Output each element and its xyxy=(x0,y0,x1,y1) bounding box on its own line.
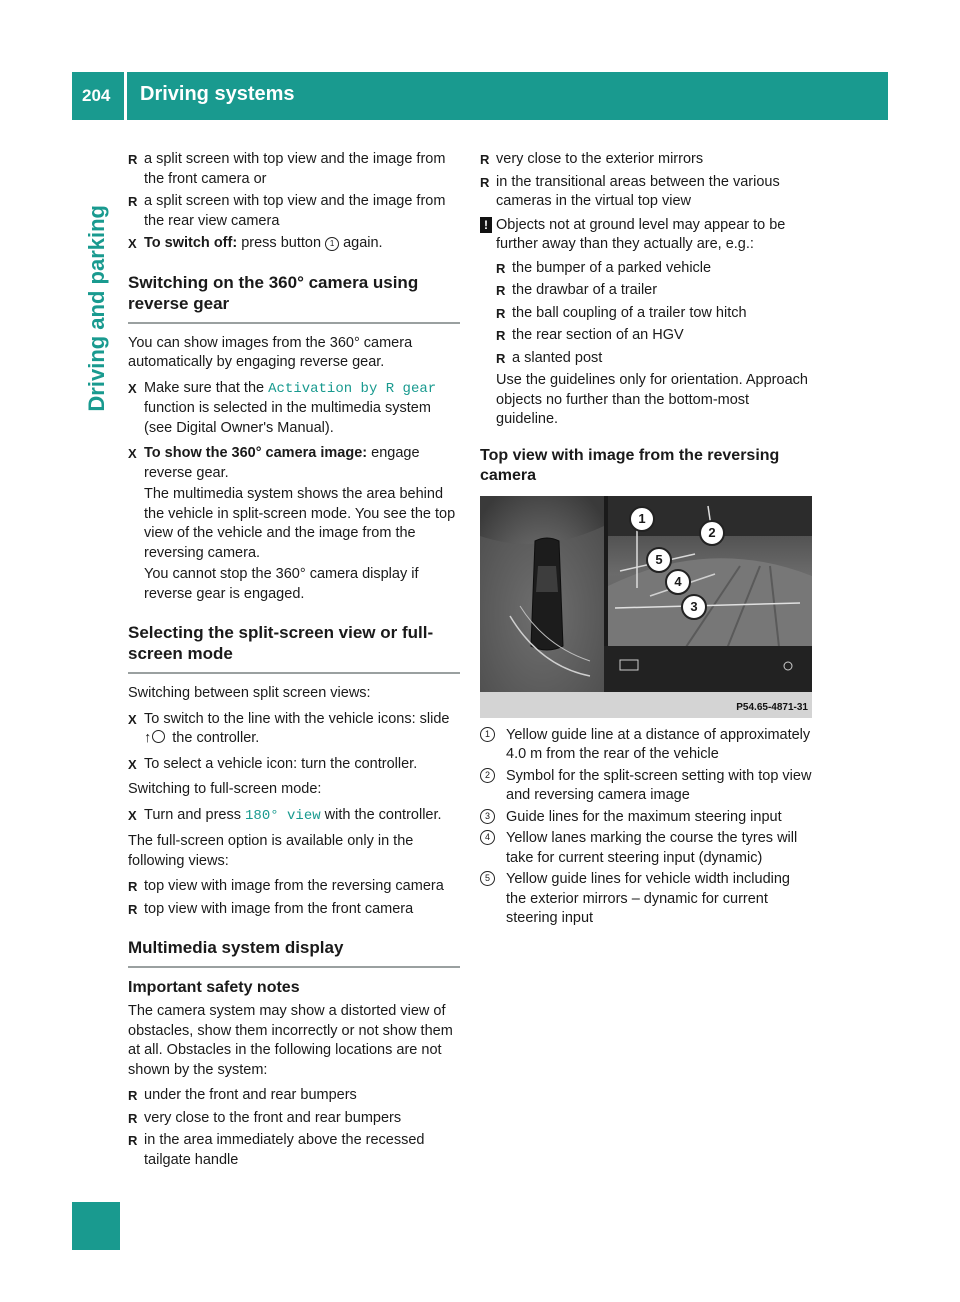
slide-up-icon: ↑ xyxy=(144,730,152,746)
left-column xyxy=(128,150,460,1173)
step-lead: To switch off: xyxy=(144,235,238,251)
chapter-tab-label: Driving and parking xyxy=(84,205,109,412)
paragraph: Switching between split screen views: xyxy=(128,685,371,701)
step-text: To switch to the line with the vehicle icons: slide xyxy=(144,710,450,727)
caption-text: Yellow lanes marking the course the tyres will take for current steering input (dynamic) xyxy=(506,830,798,866)
list-item: R very close to the exterior mirrors xyxy=(480,150,812,170)
caption-item xyxy=(480,829,812,868)
caption-number: 2 xyxy=(480,768,495,783)
callout-1: 1 xyxy=(629,506,655,532)
caption-number: 4 xyxy=(480,830,495,845)
step-show-image xyxy=(128,444,460,483)
paragraph: You can show images from the 360° camera automatically by engaging reverse gear. xyxy=(128,334,413,370)
caption-item xyxy=(480,767,812,806)
list-item: R top view with image from the reversing camera xyxy=(128,877,460,897)
caption-number: 5 xyxy=(480,871,495,886)
callout-5: 5 xyxy=(646,547,672,573)
caption-text: Yellow guide line at a distance of approximately 4.0 m from the rear of the vehicle xyxy=(506,726,811,762)
caption-text: Symbol for the split-screen setting with top view and reversing camera image xyxy=(506,767,812,803)
section-title: Driving systems xyxy=(140,83,295,105)
step-text: the controller. xyxy=(172,730,260,746)
caption-number: 3 xyxy=(480,809,495,824)
caption-number: 1 xyxy=(480,727,495,742)
callout-3: 3 xyxy=(681,594,707,620)
step-slide xyxy=(128,710,460,749)
list-item: R in the transitional areas between the various cameras in the virtual top view xyxy=(480,173,812,212)
header-separator xyxy=(124,72,127,120)
menu-item-activation: Activation by R gear xyxy=(268,380,437,397)
list-item: R a split screen with top view and the image from the rear view camera xyxy=(128,192,460,231)
paragraph: You cannot stop the 360° camera display if reverse gear is engaged. xyxy=(144,566,419,602)
warning-icon: ! xyxy=(480,217,492,233)
right-column xyxy=(480,150,812,931)
chapter-tab-marker xyxy=(72,1202,120,1250)
step-text: press button xyxy=(241,235,322,251)
caption-item xyxy=(480,726,812,765)
paragraph: The multimedia system shows the area behind the vehicle in split-screen mode. You see the top view of the vehicle and the image from the reversing camera. xyxy=(144,486,456,561)
heading-safety: Important safety notes xyxy=(128,979,300,996)
list-item: R a split screen with top view and the image from the front camera or xyxy=(128,150,460,189)
warning-text: Objects not at ground level may appear to be further away than they actually are, e.g.: xyxy=(496,216,786,252)
step-turn-press xyxy=(128,806,460,827)
controller-icon xyxy=(152,730,165,743)
step-activation xyxy=(128,379,460,439)
heading-top-view: Top view with image from the reversing camera xyxy=(480,446,780,484)
step-text: with the controller. xyxy=(324,806,442,823)
list-item: R a slanted post xyxy=(496,349,812,369)
step-select: X To select a vehicle icon: turn the controller. xyxy=(128,755,460,775)
caption-text: Guide lines for the maximum steering input xyxy=(506,808,782,825)
list-item: R very close to the front and rear bumpers xyxy=(128,1109,460,1129)
heading-360-camera: Switching on the 360° camera using reverse gear xyxy=(128,272,460,324)
list-item: R the ball coupling of a trailer tow hitch xyxy=(496,304,812,324)
paragraph: Use the guidelines only for orientation. Approach objects no further than the bottom-most guideline. xyxy=(496,372,808,427)
step-text: Turn and press xyxy=(144,806,241,823)
list-item: R the drawbar of a trailer xyxy=(496,281,812,301)
step-lead: To show the 360° camera image: xyxy=(144,445,368,461)
heading-split-screen: Selecting the split-screen view or full-screen mode xyxy=(128,622,460,674)
list-item: R the bumper of a parked vehicle xyxy=(496,259,812,279)
image-code: P54.65-4871-31 xyxy=(736,701,808,713)
warning-note xyxy=(480,216,812,255)
list-item: R top view with image from the front camera xyxy=(128,900,460,920)
camera-display-image xyxy=(480,496,812,718)
page-number: 204 xyxy=(82,86,111,105)
callout-icon: 1 xyxy=(325,237,339,251)
caption-item xyxy=(480,870,812,929)
step-text: function is selected in the multimedia system (see Digital Owner's Manual). xyxy=(144,400,431,436)
list-item: R in the area immediately above the recessed tailgate handle xyxy=(128,1131,460,1170)
callout-4: 4 xyxy=(665,569,691,595)
step-switch-off xyxy=(128,234,460,254)
caption-text: Yellow guide lines for vehicle width including the exterior mirrors – dynamic for current steering input xyxy=(506,871,790,926)
paragraph: Switching to full-screen mode: xyxy=(128,781,322,797)
page-header xyxy=(72,72,888,120)
caption-item xyxy=(480,808,812,828)
list-item: R the rear section of an HGV xyxy=(496,326,812,346)
step-text: again. xyxy=(343,235,383,251)
paragraph: The full-screen option is available only in the following views: xyxy=(128,833,414,869)
list-item: R under the front and rear bumpers xyxy=(128,1086,460,1106)
heading-multimedia: Multimedia system display xyxy=(128,937,460,968)
callout-2: 2 xyxy=(699,520,725,546)
step-text: Make sure that the xyxy=(144,379,265,396)
step-text: engage reverse gear. xyxy=(144,445,420,481)
paragraph: The camera system may show a distorted view of obstacles, show them incorrectly or not show them at all. Obstacles in the following locations are not shown by the system: xyxy=(128,1003,453,1078)
menu-item-180-view: 180° view xyxy=(245,807,321,824)
